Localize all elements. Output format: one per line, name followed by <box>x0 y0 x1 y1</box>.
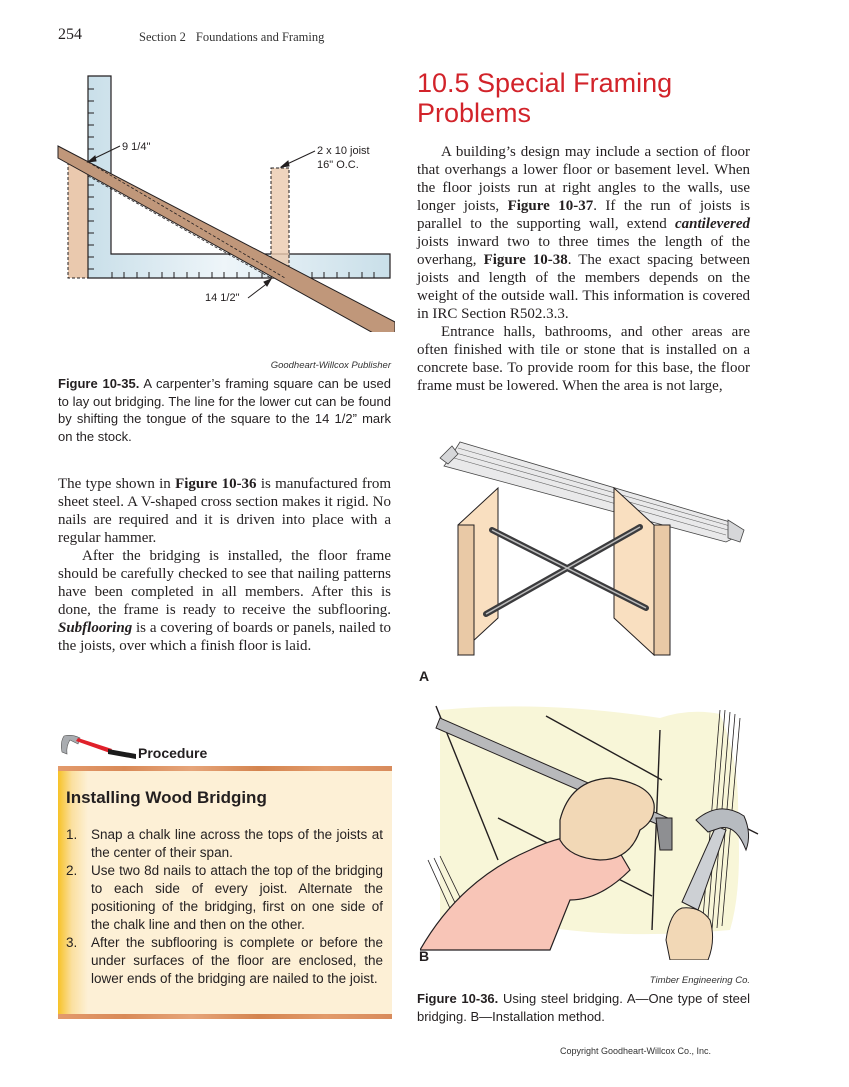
paragraph: The type shown in Figure 10-36 is manufactured from sheet steel. A V-shaped cross section makes it rigid. No nails are required and it is driven into place with a regular hammer. <box>58 476 391 546</box>
label-joist-size: 2 x 10 joist <box>317 145 370 157</box>
procedure-label: Procedure <box>138 745 208 761</box>
procedure-step: 3. After the subflooring is complete or before the under surfaces of the floor are enclosed, the lower ends of the bridging are nailed to the joist. <box>66 935 383 986</box>
section-heading: 10.5 Special Framing Problems <box>417 68 673 128</box>
hand-holding-hammer <box>666 908 713 960</box>
caption-text: Using steel bridging. A—One type of steel bridging. B—Installation method. <box>417 991 750 1024</box>
caption-label: Figure 10-36. <box>417 991 499 1006</box>
figure-reference: Figure 10-37 <box>507 198 594 214</box>
section-title: Foundations and Framing <box>195 30 325 44</box>
figure-10-36-credit: Timber Engineering Co. <box>649 975 750 986</box>
key-term: cantilevered <box>675 216 750 232</box>
arrow-joist <box>285 151 315 165</box>
figure-10-35-framing-square-diagram <box>55 72 395 332</box>
label-14-1-2: 14 1/2" <box>205 292 240 304</box>
caption-text: A carpenter’s framing square can be used to lay out bridging. The line for the lower cut can be found by shifting the tongue of the square to the 14 1/2” mark on the stock. <box>58 376 391 444</box>
copyright-footer: Copyright Goodheart-Willcox Co., Inc. <box>560 1046 712 1056</box>
figure-10-35-caption <box>58 375 391 445</box>
procedure-bottom-bar <box>58 1014 392 1019</box>
procedure-steps <box>66 826 383 988</box>
hammer-icon <box>58 732 138 762</box>
figure-label-a: A <box>419 668 430 684</box>
figure-10-36b-installation <box>420 700 760 960</box>
right-body-text <box>417 143 750 395</box>
running-head <box>139 30 324 45</box>
caption-label: Figure 10-35. <box>58 376 140 391</box>
left-body-text <box>58 475 391 655</box>
paragraph: Entrance halls, bathrooms, and other areas are often finished with tile or stone that is installed on a concrete base. To provide room for this base, the floor frame must be lowered. When the area is not large, <box>417 324 750 394</box>
procedure-title: Installing Wood Bridging <box>66 788 267 807</box>
figure-10-35-credit: Goodheart-Willcox Publisher <box>270 360 391 371</box>
label-9-1-4: 9 1/4" <box>122 141 151 153</box>
arrowhead-icon <box>281 161 289 167</box>
figure-reference: Figure 10-38 <box>483 252 568 268</box>
paragraph: A building’s design may include a section of floor that overhangs a lower floor or basement level. When the floor joists run at right angles to the walls, use longer joists, Figure 10-37. If the run of joists is parallel to the supporting wall, extend cantilevered joists inward two to three times the length of the overhang, Figure 10-38. The exact spacing between joists and length of the members depends on the weight of the outside wall. This information is covered in IRC Section R502.3.3. <box>417 144 751 322</box>
left-joist-block <box>458 488 498 655</box>
procedure-step: 1. Snap a chalk line across the tops of the joists at the center of their span. <box>66 827 383 860</box>
figure-10-36-caption <box>417 990 750 1025</box>
label-joist-spacing: 16" O.C. <box>317 159 359 171</box>
left-joist <box>68 161 88 278</box>
procedure-step: 2. Use two 8d nails to attach the top of the bridging to each side of every joist. Alternate the positioning of the bridging, first on one side of the chalk line and then on the other. <box>66 863 383 932</box>
figure-10-36a-steel-bridging <box>430 430 760 660</box>
key-term: Subflooring <box>58 620 133 636</box>
figure-label-b: B <box>419 948 430 964</box>
paragraph: After the bridging is installed, the floor frame should be carefully checked to see that nailing patterns have been completed in all members. After this is done, the frame is ready to receive the subflooring. Subflooring is a covering of boards or panels, nailed to the joists, over which a finish floor is laid. <box>58 548 391 654</box>
section-number: Section 2 <box>139 30 186 44</box>
figure-reference: Figure 10-36 <box>175 476 257 492</box>
page-number: 254 <box>58 26 82 43</box>
